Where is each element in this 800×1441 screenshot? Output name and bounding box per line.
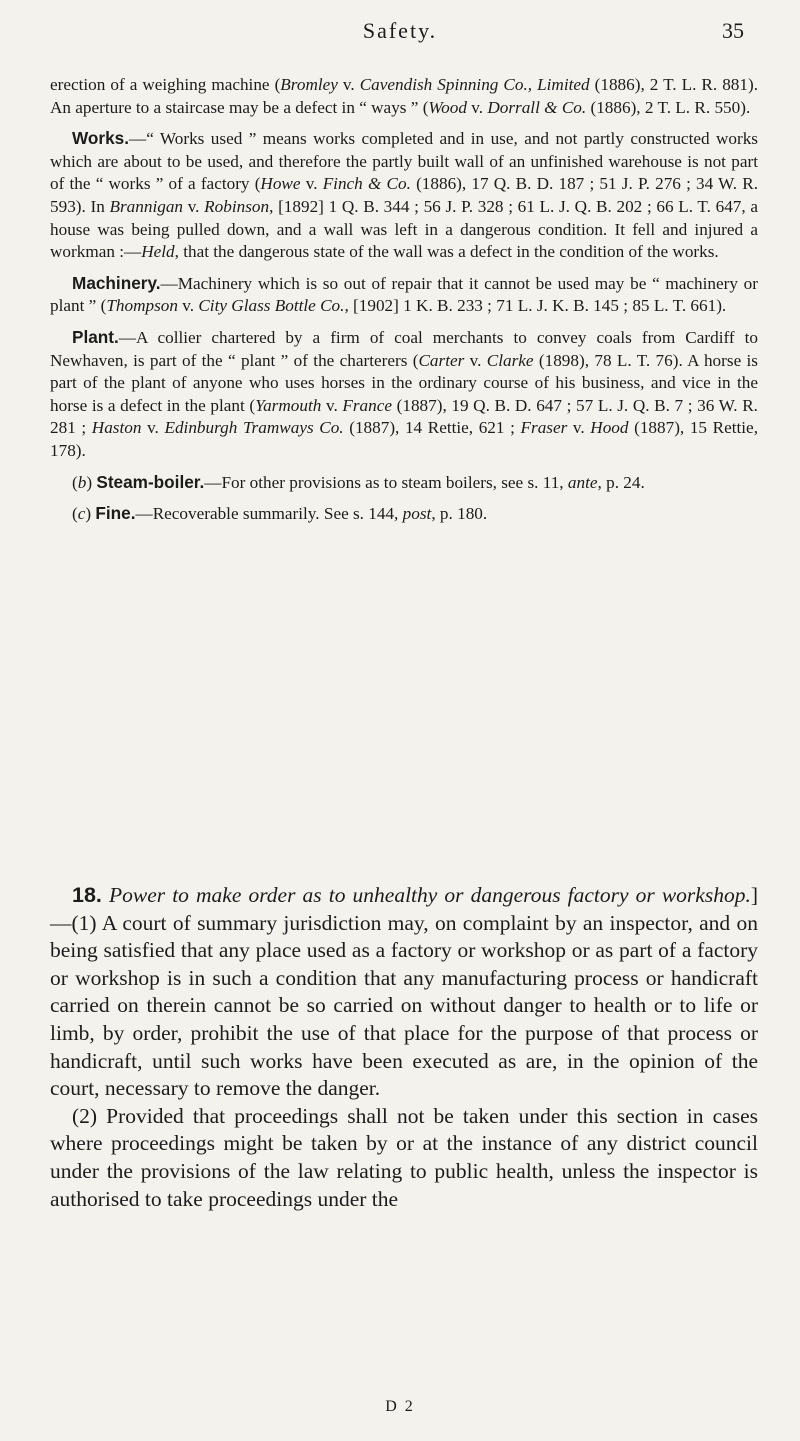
italic-text: Yarmouth [255,395,322,415]
italic-text: Thompson [106,296,178,316]
text-run: , p. 24. [597,472,645,492]
italic-text: Edinburgh Tramways Co. [164,418,344,438]
italic-text: Carter [418,350,465,370]
text-run: v. [183,196,205,216]
italic-text: post [402,504,432,524]
text-run: v. [337,75,360,94]
italic-text: b [77,472,87,492]
text-run: v. [321,395,343,415]
italic-text: Haston [91,418,142,438]
section-number: 18. [72,883,102,907]
page-header [0,16,800,52]
italic-text: Held [141,242,175,262]
italic-text: Dorrall & Co. [487,97,587,117]
italic-text: Wood [428,97,467,117]
text-run: ( [72,504,78,524]
text-run: (1887), 14 Rettie, 621 ; [343,418,521,438]
italic-text: ante [567,472,598,492]
text-run: v. [141,418,165,438]
text-run: , [1902] 1 K. B. 233 ; 71 L. J. K. B. 145 ; 85 L. T. 661). [344,296,727,316]
italic-text: Brannigan [109,196,184,216]
text-run: (1887), 15 Rettie, 178). [50,418,758,460]
text-run: ) [86,472,97,492]
subsection-1-text: ]—(1) A court of summary jurisdiction may, on complaint by an inspector, and on being satisfied that any place used as a factory or workshop or as part of a factory or workshop is in such a condition that any manufacturing process or handicraft carried on therein cannot be so carried on without danger to health or to life or limb, by order, prohibit the use of that place for the purpose of that process or handicraft, until such works have been executed as are, in the opinion of the court, necessary to remove the danger. [50,883,758,1101]
paragraph-heading: Works. [72,128,129,149]
text-run: (1886), 17 Q. B. D. 187 ; 51 J. P. 276 ; 34 W. R. 593). In [50,174,758,216]
text-run: v. [177,296,199,316]
paragraph-heading: Machinery. [72,272,161,293]
italic-text: Hood [590,418,629,438]
section-18-subsection-2 [50,1103,758,1213]
notes-text [50,74,758,534]
italic-text: Clarke [486,350,534,370]
paragraph-fine [50,502,758,526]
text-run: (1886), 2 T. L. R. 881). An aperture to a staircase may be a defect in “ ways ” ( [50,75,759,117]
text-run: ( [72,472,78,492]
text-run: (1898), 78 L. T. 76). A horse is part of the plant of anyone who uses horses in the ordinary course of his business, and vice in the horse is a defect in the plant ( [50,350,758,415]
text-run: (1886), 2 T. L. R. 550). [586,97,751,117]
text-run: , that the dangerous state of the wall was a defect in the condition of the works. [174,242,719,262]
italic-text: c [77,504,86,524]
paragraph-heading: Plant. [72,326,119,347]
signature-mark: D 2 [385,1398,415,1415]
italic-text: Cavendish Spinning Co., Limited [359,75,590,94]
text-run: v. [300,174,323,194]
running-head: Safety. [362,18,438,43]
italic-text: Bromley [280,75,338,94]
text-run: , [1892] 1 Q. B. 344 ; 56 J. P. 328 ; 61 L. J. Q. B. 202 ; 66 L. T. 647, a house was being pulled down, and a wall was left in a dangerous condition. It fell and injured a workman :— [50,196,759,262]
text-run: ) [85,504,96,524]
text-run: v. [567,418,591,438]
paragraph-works [50,127,758,264]
paragraph-machinery [50,272,758,318]
text-run: (1887), 19 Q. B. D. 647 ; 57 L. J. Q. B. 7 ; 36 W. R. 281 ; [50,395,758,438]
italic-text: Howe [260,174,301,194]
text-run: —Recoverable summarily. See s. 144, [135,504,403,524]
text-run: —A collier chartered by a firm of coal merchants to convey coals from Cardiff to Newhaven, is part of the “ plant ” of the charterers ( [50,327,758,370]
italic-text: Finch & Co. [322,174,411,194]
italic-text: France [342,395,392,415]
text-run: v. [464,350,487,370]
paragraph-plant [50,326,758,463]
text-run: , p. 180. [431,504,488,524]
text-run: —“ Works used ” means works completed and in use, and not partly constructed works which are about to be used, and therefore the partly built wall of an unfinished warehouse is not part of the “ works ” of a factory ( [50,129,758,194]
italic-text: Fraser [520,418,568,438]
italic-text: City Glass Bottle Co. [198,296,345,316]
text-run: v. [466,97,488,117]
subsection-2-text: (2) Provided that proceedings shall not be taken under this section in cases where proceedings might be taken by or at the instance of any district council under the provisions of the law relating to public health, unless the inspector is authorised to take proceedings under the [50,1103,758,1211]
text-run: erection of a weighing machine ( [50,75,281,94]
section-heading: Power to make order as to unhealthy or dangerous factory or workshop. [108,883,751,907]
paragraph-continuation [50,74,758,119]
paragraph-heading: Steam-boiler. [96,471,205,492]
paragraph-heading: Fine. [95,503,136,524]
text-run: —For other provisions as to steam boilers, see s. 11, [204,472,568,492]
italic-text: Robinson [204,196,270,216]
section-18-subsection-1 [50,882,758,1103]
page-number: 35 [722,18,744,43]
section-18 [50,882,758,1213]
paragraph-steam-boiler [50,471,758,495]
text-run: —Machinery which is so out of repair that it cannot be used may be “ machinery or plant ” ( [50,273,758,316]
